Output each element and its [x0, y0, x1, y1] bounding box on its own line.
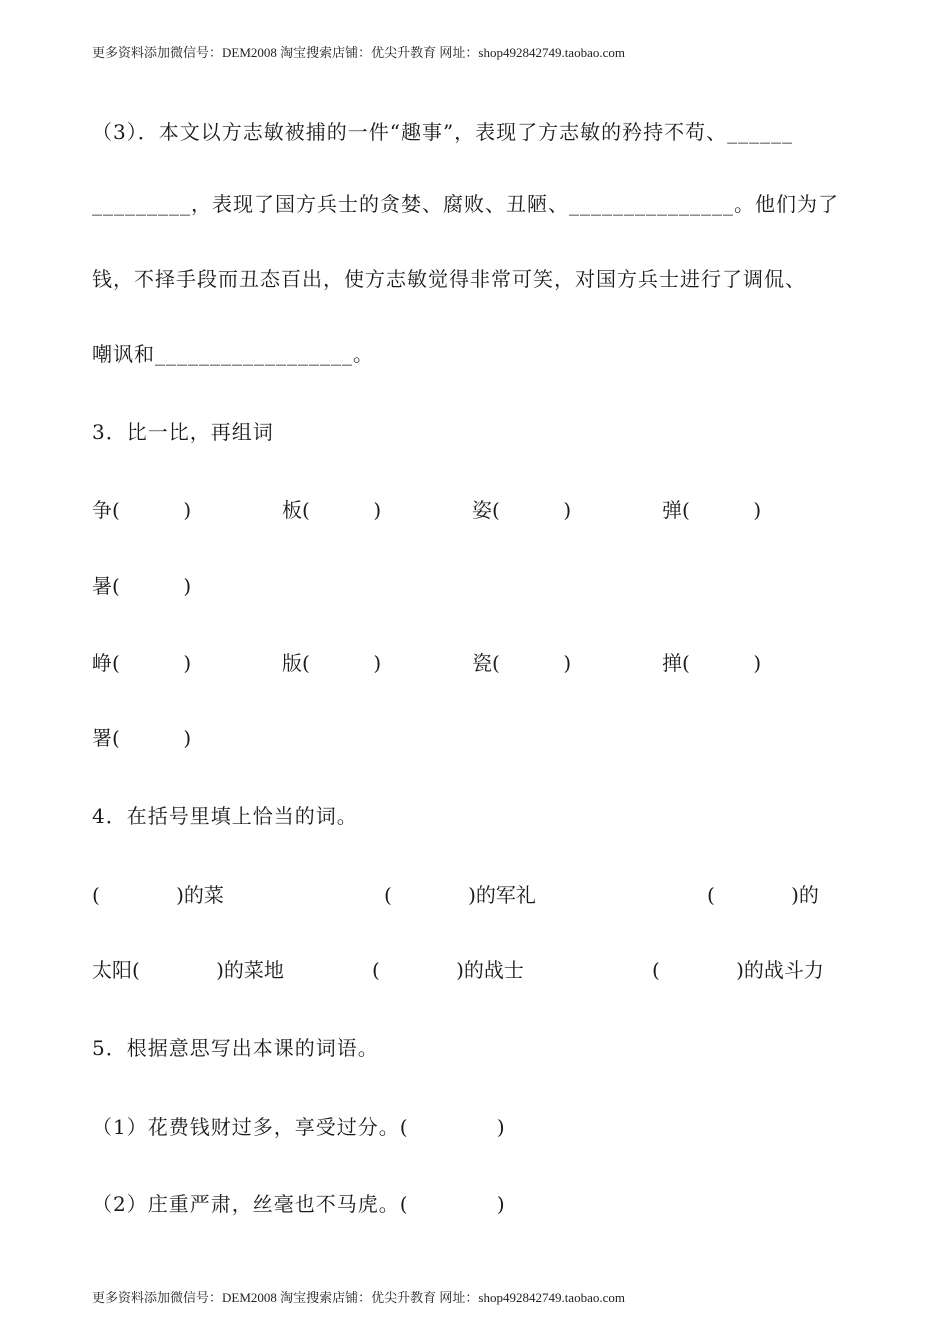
q5-item2: （2）庄重严肃，丝毫也不马虎。( ): [92, 1192, 506, 1216]
q2-3-line4: 嘲讽和__________________。: [92, 342, 374, 366]
q4-row2-item1: 太阳( )的菜地: [92, 958, 284, 982]
q3-row1-item4: 弹( ): [662, 498, 762, 522]
q4-title: 4．在括号里填上恰当的词。: [92, 804, 358, 828]
q2-3-line3: 钱，不择手段而丑态百出，使方志敏觉得非常可笑，对国方兵士进行了调侃、: [92, 267, 806, 291]
q4-row2-item2: ( )的战士: [372, 958, 524, 982]
q3-row2-item2: 版( ): [282, 651, 382, 675]
q3-row1-item5: 暑( ): [92, 574, 192, 598]
q2-3-line1: （3）．本文以方志敏被捕的一件“趣事”，表现了方志敏的矜持不苟、______: [92, 120, 794, 144]
page-header: 更多资料添加微信号：DEM2008 淘宝搜索店铺：优尖升教育 网址：shop492842749.taobao.com: [92, 45, 625, 60]
q4-row1-item3: ( )的: [707, 883, 819, 907]
q4-row1-item2: ( )的军礼: [384, 883, 536, 907]
q4-row1-item1: ( )的菜: [92, 883, 224, 907]
q3-row2-item1: 峥( ): [92, 651, 192, 675]
q2-3-line2: _________，表现了国方兵士的贪婪、腐败、丑陋、_______________。他们为了: [92, 192, 839, 216]
q5-item1: （1）花费钱财过多，享受过分。( ): [92, 1115, 506, 1139]
q3-row2-item4: 掸( ): [662, 651, 762, 675]
q3-title: 3．比一比，再组词: [92, 420, 274, 444]
q3-row2-item3: 瓷( ): [472, 651, 572, 675]
q5-title: 5．根据意思写出本课的词语。: [92, 1036, 379, 1060]
q3-row2-item5: 署( ): [92, 726, 192, 750]
page-footer: 更多资料添加微信号：DEM2008 淘宝搜索店铺：优尖升教育 网址：shop492842749.taobao.com: [92, 1290, 625, 1305]
q3-row1-item3: 姿( ): [472, 498, 572, 522]
q3-row1-item2: 板( ): [282, 498, 382, 522]
q3-row1-item1: 争( ): [92, 498, 192, 522]
q4-row2-item3: ( )的战斗力: [652, 958, 824, 982]
